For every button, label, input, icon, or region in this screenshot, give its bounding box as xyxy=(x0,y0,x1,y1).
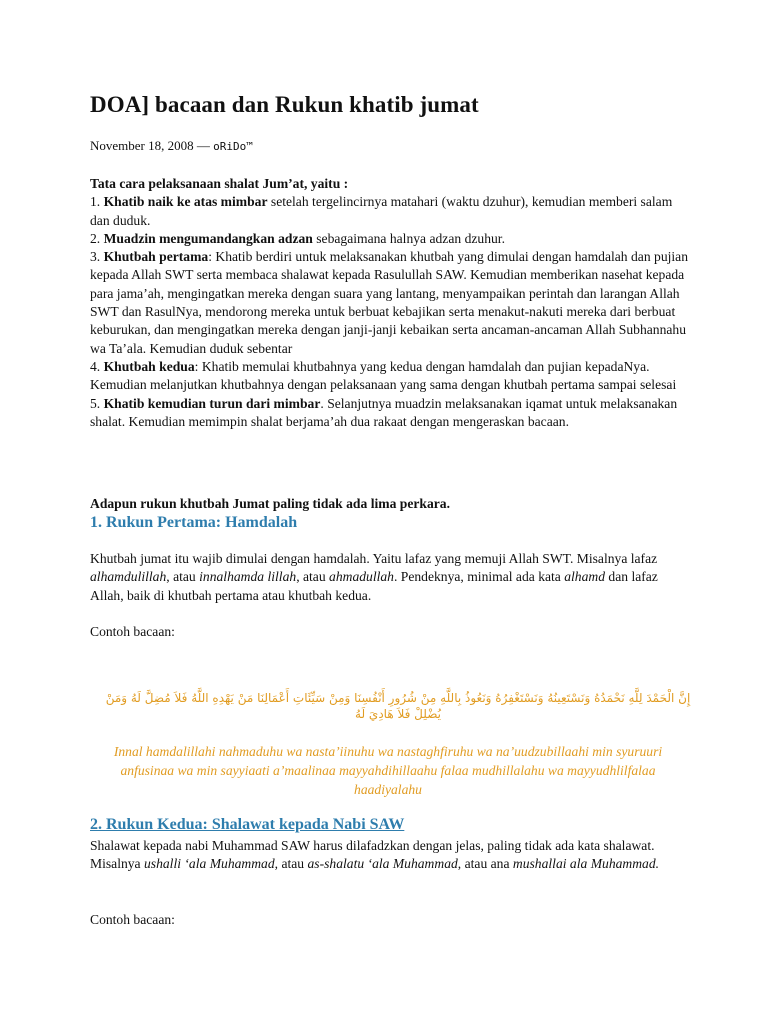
step-title: Khatib naik ke atas mimbar xyxy=(103,194,268,210)
step-text: : Khatib berdiri untuk melaksanakan khutbah yang dimulai dengan hamdalah dan pujian kepada Allah SWT serta membaca shalawat kepada Rasulullah SAW. Kemudian memberikan nasehat kepada para jama’ah, mengingatkan mereka dengan suara yang lantang, menyampaikan perintah dan larangan Allah SWT dan RasulNya, mendorong mereka untuk berbuat kebajikan serta menakut-nakuti mereka dari berbuat keburukan, dan mengingatkan mereka dengan janji-janji kebaikan serta ancaman-ancaman Allah Subhannahu wa Ta’ala. Kemudian duduk sebentar xyxy=(90,249,689,356)
step-number: 2. xyxy=(90,230,104,246)
italic-term: alhamd xyxy=(564,569,606,585)
step-title: Muadzin mengumandangkan adzan xyxy=(103,230,313,246)
procedure-heading: Tata cara pelaksanaan shalat Jum’at, yaitu : xyxy=(90,176,349,191)
hamdalah-paragraph xyxy=(90,550,690,605)
step-number: 1. xyxy=(90,194,104,210)
step-number: 3. xyxy=(90,249,104,265)
text-span: , atau xyxy=(274,856,308,872)
step-title: Khutbah kedua xyxy=(103,358,195,374)
italic-term: as-shalatu ‘ala Muhammad xyxy=(307,856,458,872)
procedure-section xyxy=(90,175,690,431)
section-heading-hamdalah: 1. Rukun Pertama: Hamdalah xyxy=(90,514,298,531)
post-author: oRiDo™ xyxy=(213,140,253,153)
text-span: , atau xyxy=(166,569,200,585)
post-meta xyxy=(90,138,253,154)
step-text: . Selanjutnya muadzin melaksanakan iqamat untuk melaksanakan shalat. Kemudian memimpin shalat berjama’ah dua rakaat dengan mengeraskan bacaan. xyxy=(90,395,678,429)
text-span: dan lafaz Allah, baik di khutbah pertama atau khutbah kedua. xyxy=(90,569,658,603)
text-span: Khutbah jumat itu wajib dimulai dengan hamdalah. Yaitu lafaz yang memuji Allah SWT. Misalnya lafaz xyxy=(90,551,658,566)
step-text: sebagaimana halnya adzan dzuhur. xyxy=(312,230,505,246)
procedure-step-3 xyxy=(90,248,690,358)
italic-term: alhamdulillah xyxy=(90,569,167,585)
step-title: Khutbah pertama xyxy=(103,249,209,265)
page-title: DOA] bacaan dan Rukun khatib jumat xyxy=(90,92,479,117)
meta-separator: — xyxy=(193,138,214,153)
post-date: November 18, 2008 xyxy=(90,138,194,153)
hamdalah-text xyxy=(90,550,690,605)
transliteration-text: Innal hamdalillahi nahmaduhu wa nasta’iinuhu wa nastaghfiruhu wa na’uudzubillaahi min syuruuri anfusinaa wa min sayyiaati a’maalinaa mayyahdihillaahu falaa mudhillalahu wa mayyudhlilfalaa haadiyalahu xyxy=(113,744,663,797)
shalawat-paragraph xyxy=(90,837,690,874)
step-number: 4. xyxy=(90,358,104,374)
step-number: 5. xyxy=(90,395,104,411)
procedure-step-2 xyxy=(90,230,690,248)
rukun-intro: Adapun rukun khutbah Jumat paling tidak ada lima perkara. xyxy=(90,496,450,511)
italic-term: innalhamda lillah xyxy=(199,569,297,585)
italic-term: mushallai ala Muhammad. xyxy=(512,856,660,872)
procedure-step-1 xyxy=(90,193,690,230)
step-text: setelah tergelincirnya matahari (waktu dzuhur), kemudian memberi salam dan duduk. xyxy=(90,194,673,228)
text-span: , atau xyxy=(296,569,330,585)
procedure-step-5 xyxy=(90,395,690,432)
procedure-step-4 xyxy=(90,358,690,395)
arabic-prayer-text: إِنَّ الْحَمْدَ لِلَّهِ نَحْمَدُهُ وَنَسْتَعِينُهُ وَنَسْتَغْفِرُهُ وَنَعُوذُ بِاللَّهِ مِنْ شُرُورِ أَنْفُسِنَا وَمِنْ سَيِّئَاتِ أَعْمَالِنَا مَنْ يَهْدِهِ اللَّهُ فَلاَ مُضِلَّ لَهُ وَمَنْ يُضْلِلْ فَلاَ هَادِيَ لَهُ xyxy=(105,691,691,721)
text-span: , atau ana xyxy=(457,856,513,872)
example-label-1: Contoh bacaan: xyxy=(90,624,175,639)
example-label-2: Contoh bacaan: xyxy=(90,912,175,927)
italic-term: ahmadullah xyxy=(329,569,394,585)
text-span: Shalawat kepada nabi Muhammad SAW harus dilafadzkan dengan jelas, paling tidak ada kata shalawat. Misalnya xyxy=(90,838,655,872)
text-span: . Pendeknya, minimal ada kata xyxy=(393,569,565,585)
step-title: Khatib kemudian turun dari mimbar xyxy=(103,395,321,411)
step-text: : Khatib memulai khutbahnya yang kedua dengan hamdalah dan pujian kepadaNya. Kemudian melanjutkan khutbahnya dengan pelaksanaan yang sama dengan khutbah pertama sampai selesai xyxy=(90,358,677,393)
section-heading-shalawat: 2. Rukun Kedua: Shalawat kepada Nabi SAW xyxy=(90,816,405,833)
shalawat-text xyxy=(90,837,690,874)
italic-term: ushalli ‘ala Muhammad xyxy=(144,856,275,872)
